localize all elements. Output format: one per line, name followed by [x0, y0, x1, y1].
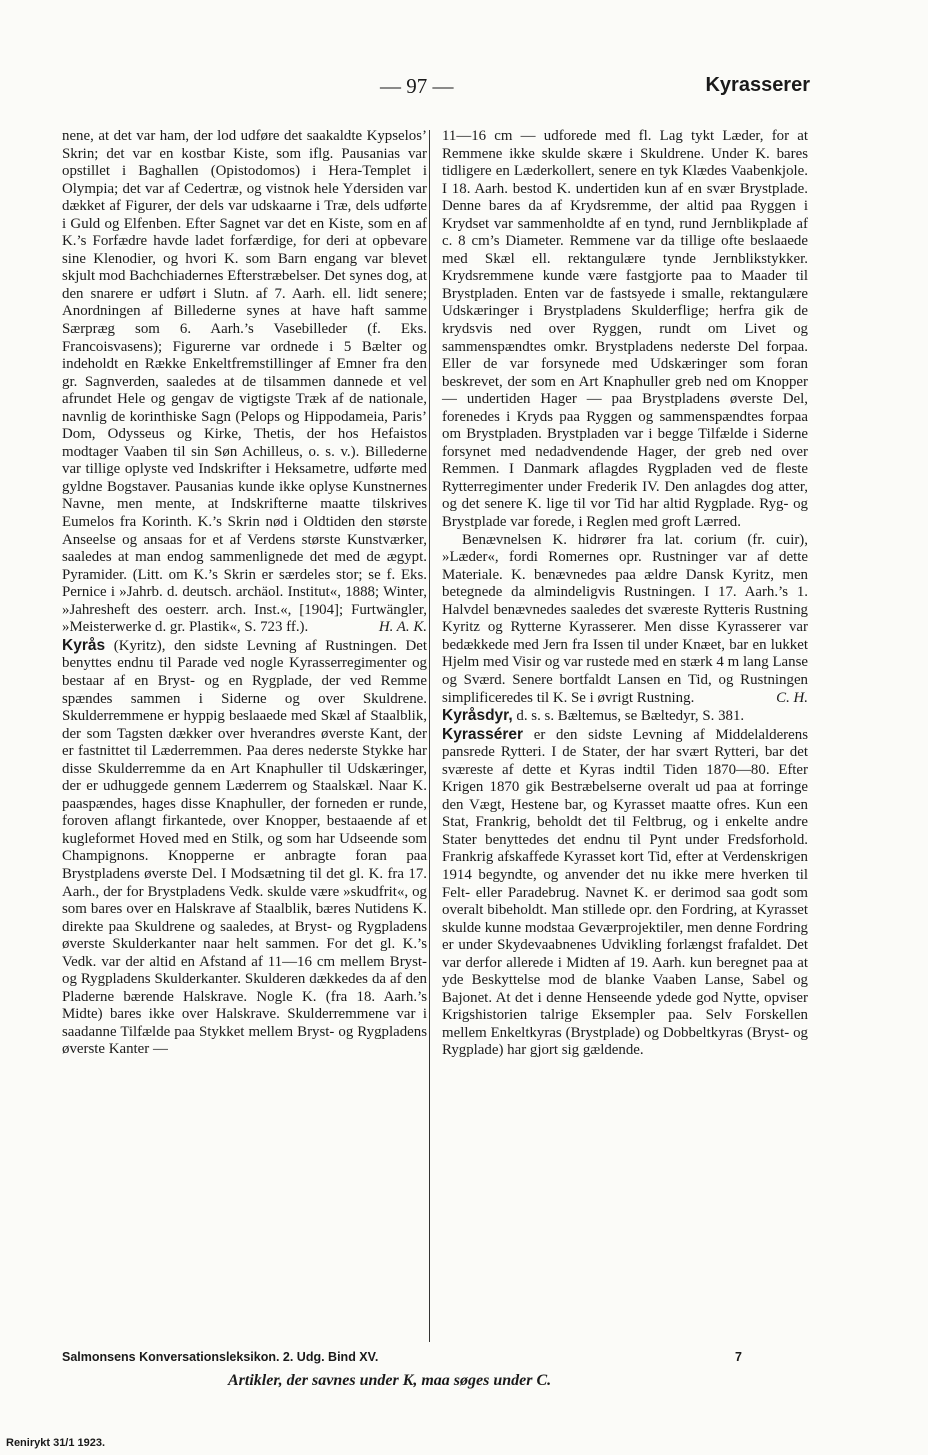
- paragraph-text: nene, at det var ham, der lod udføre det saakaldte Kypselos’ Skrin; det var en kostbar Kiste, som iflg. Pausanias var opstillet i Baghallen (Opistodomos) i Hera-Templet i Olympia; det var af Cedertræ, og vistnok hele Ydersiden var dækket af Figurer, der dels var udskaarne i Træ, dels udførte i Guld og Elfenben. Efter Sagnet var det en Kiste, som en af K.’s Forfædre havde ladet forfærdige, for deri at opbevare sine Klenodier, og hvori K. som Barn engang var blevet skjult mod Bachchiadernes Efterstræbelser. Det synes dog, at den snarere er udført i Slutn. af 7. Aarh. ell. lidt senere; Anordningen af Billederne synes at have haft samme Særpræg som 6. Aarh.’s Vasebilleder (f. Eks. Francoisvasens); Figurerne var ordnede i 5 Bælter og indeholdt en Række Enkeltfremstillinger af Emner fra den gr. Sagnverden, saaledes at de tilsammen dannede et vel afrundet Hele og gengav de vigtigste Træk af de nationale, navnlig de korinthiske Sagn (Pelops og Hippodameia, Paris’ Dom, Odysseus og Kirke, Thetis, der hos Hefaistos modtager Vaaben til sin Søn Achilleus, o. s. v.). Billederne var tillige oplyste ved Indskrifter i Heksametre, udførte med gyldne Bogstaver. Pausanias kunde ikke oplyse Kunstnernes Navne, men mente, at Indskrifterne maatte tilskrives Eumelos fra Korinth. K.’s Skrin nød i Oldtiden den største Anseelse og ansaas for et af Verdens største Kunstværker, saaledes at man endog sammenlignede det med de ægypt. Pyramider. (Litt. om K.’s Skrin er særdeles stor; se f. Eks. Pernice i »Jahrb. d. deutsch. archäol. Institut«, 1888; Winter, »Jahresheft des oesterr. arch. Inst.«, [1904]; Furtwängler, »Meisterwerke d. gr. Plastik«, S. 723 ff.).: [62, 128, 427, 636]
- footer-note: Artikler, der savnes under K, maa søges under C.: [228, 1372, 552, 1389]
- headword: Kyrassérer: [442, 725, 524, 743]
- signature-number: 7: [735, 1350, 742, 1364]
- right-column: [442, 128, 808, 1060]
- entry-text: d. s. s. Bæltemus, se Bæltedyr, S. 381.: [516, 708, 745, 725]
- entry-kyrasserer: [442, 726, 808, 1060]
- author-signature: C. H.: [776, 689, 808, 706]
- publication-title: Salmonsens Konversationsleksikon. 2. Udg. Bind XV.: [62, 1350, 379, 1364]
- reprint-mark: Renirykt 31/1 1923.: [6, 1437, 106, 1449]
- paragraph-continuation: 11—16 cm — udforede med fl. Lag tykt Læder, for at Remmene ikke skulde skære i Skuldrene. Under K. bares tidligere en Læderkollert, senere en tyk Klædes Vaabenkjole. I 18. Aarh. bestod K. undertiden kun af en svær Brystplade. Denne bares da af Krydsremme, der altid paa Ryggen i Krydset var sammenholdte af en tynd, rund Jernblikplade af c. 8 cm’s Diameter. Remmene var da tillige ofte beslaaede med Skæl ell. rektangulære tynde Jernblikstykker. Krydsremmene kunde være fastgjorte paa to Maader til Brystpladen. Enten var de fastsyede i smalle, rektangulære Udskæringer i Brystpladens Skulderflige; herfra gik de krydsvis ned over Ryggen, rundt om Livet og sammenspændtes omkr. Brystpladens nederste Del forpaa. Eller de var forsynede med Udskæringer som foran beskrevet, der som en Art Knaphuller greb ned om Knopper — undertiden Hager — paa Brystpladens øverste Del, forenedes i Kryds paa Ryggen og sammenspændtes forpaa om Brystpladen. Brystpladen var i begge Tilfælde i Siderne forsynet med nedadvendende Hager, der greb ned over Remmen. I Danmark aflagdes Rygpladen ved de fleste Rytterregimenter under Frederik IV. Den anlagdes dog atter, og det senere K. lige til vor Tid har altid Rygplade. Ryg- og Brystplade var forede, i Reglen med groft Lærred.: [442, 128, 808, 531]
- page-number: — 97 —: [380, 74, 454, 98]
- paragraph-etymology: [442, 532, 808, 707]
- column-divider: [429, 130, 430, 1342]
- paragraph-text: Benævnelsen K. hidrører fra lat. corium (fr. cuir), »Læder«, fordi Romernes opr. Rustninger var af dette Materiale. K. benævnedes paa ældre Dansk Kyritz, men betegnede da almindeligvis Rustningen. I 17. Aarh.’s 1. Halvdel benævnedes saaledes det sværeste Rytteris Rustning Kyritz og Rytterne Kyrasserer. Men disse Kyrasserer var bedækkede med Jern fra Issen til under Knæet, bar en lukket Hjelm med Visir og var rustede med en stærk 4 m lang Lanse og Sværd. Senere bortfaldt Lansen en Tid, og Rustningen simplificeredes til K. Se i øvrigt Rustning.: [442, 531, 808, 706]
- headword: Kyråsdyr,: [442, 707, 513, 725]
- publication-footer: [62, 1350, 742, 1364]
- entry-kyras: [62, 637, 427, 1059]
- entry-kyrasdyr: [442, 707, 808, 726]
- author-signature: H. A. K.: [378, 619, 427, 636]
- running-head: Kyrasserer: [705, 74, 810, 96]
- headword: Kyrås: [62, 636, 106, 654]
- entry-text: (Kyritz), den sidste Levning af Rustningen. Det benyttes endnu til Parade ved nogle Kyrasserregimenter og bestaar af en Bryst- og en Rygplade, der ved Remme spændes sammen i Siderne og over Skuldrene. Skulderremmene er hyppig beslaaede med Skæl af Staalblik, der som Tagsten dækker over hverandres øverste Kant, der er fastnittet til Læderremmen. Paa deres nederste Stykke har disse Skulderremme da en Art Knaphuller til Udskæringer, der er udhuggede gennem Læderrem og Staalskæl. Naar K. paaspændes, hages disse Knaphuller, der forneden er runde, foroven aflangt firkantede, over Knopper, bestaaende af et kugleformet Hoved med en Stilk, og som har Udseende som Champignons. Knopperne er anbragte foran paa Brystpladens øverste Del. I Modsætning til det gl. K. fra 17. Aarh., der for Brystpladens Vedk. skulde være »skudfrit«, og som bares over en Halskrave af Staalblik, bæres Nutidens K. direkte paa Skuldrene og saaledes, at Bryst- og Rygpladens øverste Skulderkanter naar helt sammen. For det gl. K.’s Vedk. var der altid en Afstand af 11—16 cm mellem Bryst- og Rygpladens Skulderkanter. Skulderen dækkedes da af den Pladerne bærende Halskrave. Nogle K. (fra 18. Aarh.’s Midte) bares ikke over Halskrave. Skulderremmene var i saadanne Tilfælde paa Stykket mellem Bryst- og Rygpladens øverste Kanter —: [62, 637, 427, 1058]
- page-header: [50, 74, 810, 104]
- entry-text: er den sidste Levning af Middelalderens pansrede Rytteri. I de Stater, der har svært Rytteri, bar det sværeste af dette et Kyras indtil Tiden 1870—80. Efter Krigen 1870 gik Bestræbelserne overalt ud paa at forringe den Vægt, Hestene bar, og Kyrasset maatte ofres. Kun een Stat, Frankrig, beholdt det til Feltbrug, og i enkelte andre Stater benyttedes det endnu til Pynt under Fredsforhold. Frankrig afskaffede Kyrasset kort Tid, efter at Verdenskrigen 1914 begyndte, og anvender det nu ikke mere hverken til Felt- eller Paradebrug. Navnet K. er derimod saa godt som overalt bibeholdt. Man stillede opr. den Fordring, at Kyrasset skulde kunne modstaa Geværprojektiler, men denne Fordring er under Skydevaabnenes Udvikling forlængst frafaldet. Det var derfor allerede i Midten af 19. Aarh. kun beregnet paa at yde Beskyttelse mod de blanke Vaaben Lanse, Sabel og Bajonet. At det i denne Henseende ydede god Nytte, opviser Krigshistorien talrige Eksempler paa. Selv Forskellen mellem Enkeltkyras (Brystplade) og Dobbeltkyras (Bryst- og Rygplade) har gjort sig gældende.: [442, 726, 808, 1059]
- left-column: [62, 128, 427, 1059]
- paragraph-kypselos: [62, 128, 427, 637]
